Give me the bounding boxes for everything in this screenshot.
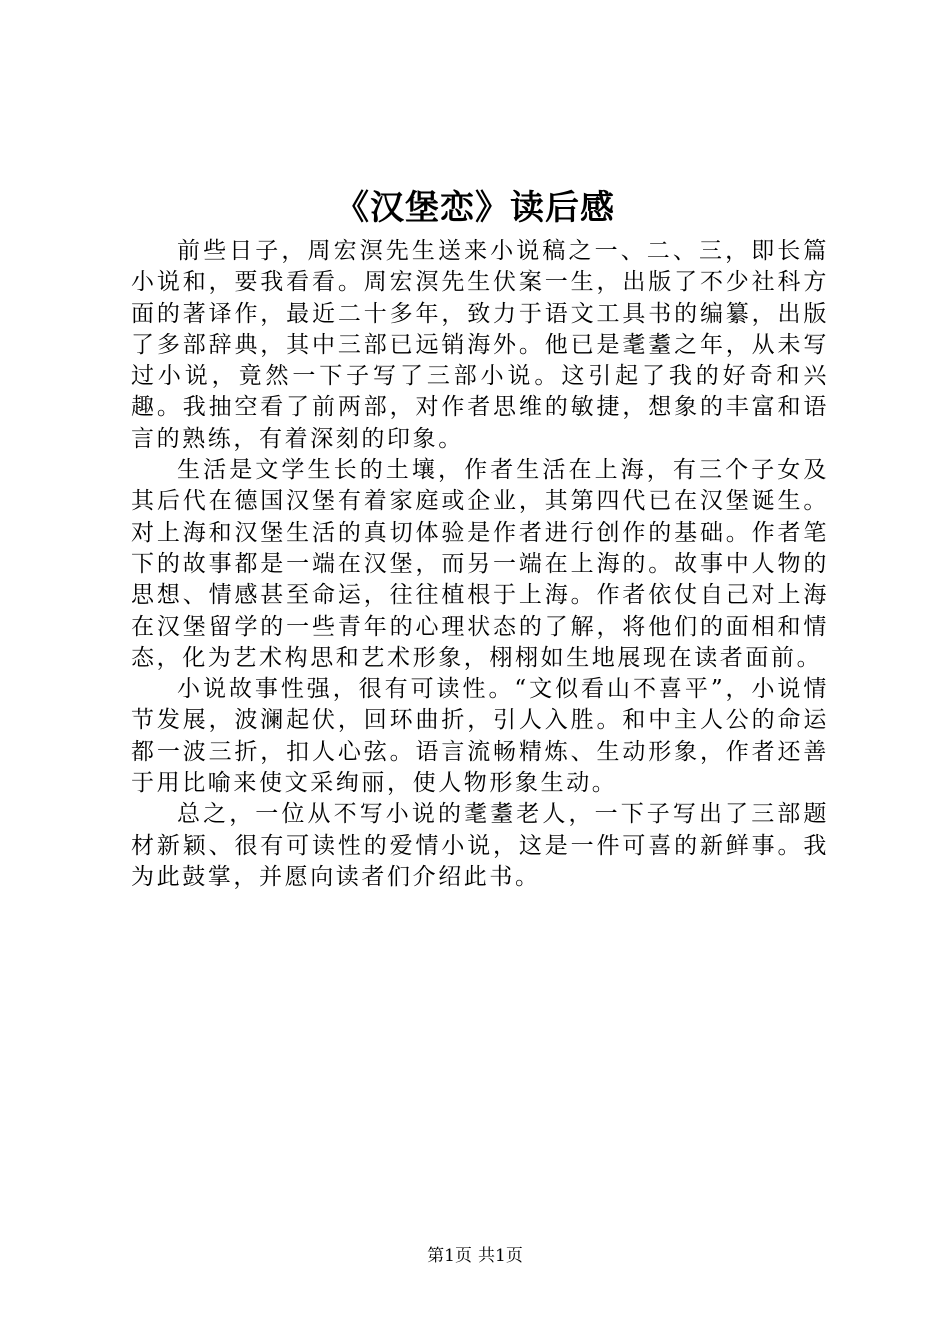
paragraph-2: 生活是文学生长的土壤，作者生活在上海，有三个子女及其后代在德国汉堡有着家庭或企业，其第四代已在汉堡诞生。对上海和汉堡生活的真切体验是作者进行创作的基础。作者笔下的故事都是一端在汉堡，而另一端在上海的。故事中人物的思想、情感甚至命运，往往植根于上海。作者依仗自己对上海在汉堡留学的一些青年的心理状态的了解，将他们的面相和情态，化为艺术构思和艺术形象，栩栩如生地展现在读者面前。	[131, 457, 829, 671]
page-footer	[0, 1244, 950, 1268]
paragraph-4: 总之，一位从不写小说的耄耋老人，一下子写出了三部题材新颖、很有可读性的爱情小说，这是一件可喜的新鲜事。我为此鼓掌，并愿向读者们介绍此书。	[131, 801, 829, 890]
paragraph-1: 前些日子，周宏溟先生送来小说稿之一、二、三，即长篇小说和，要我看看。周宏溟先生伏案一生，出版了不少社科方面的著译作，最近二十多年，致力于语文工具书的编纂，出版了多部辞典，其中三部已远销海外。他已是耄耋之年，从未写过小说，竟然一下子写了三部小说。这引起了我的好奇和兴趣。我抽空看了前两部，对作者思维的敏捷，想象的丰富和语言的熟练，有着深刻的印象。	[131, 238, 829, 452]
page-number-current: 第1页	[427, 1246, 472, 1266]
paragraph-3: 小说故事性强，很有可读性。“文似看山不喜平”，小说情节发展，波澜起伏，回环曲折，引人入胜。和中主人公的命运都一波三折，扣人心弦。语言流畅精炼、生动形象，作者还善于用比喻来使文采绚丽，使人物形象生动。	[131, 676, 829, 797]
page-number-total: 共1页	[478, 1246, 523, 1266]
document-body	[131, 236, 829, 893]
document-title: 《汉堡恋》读后感	[335, 188, 615, 228]
